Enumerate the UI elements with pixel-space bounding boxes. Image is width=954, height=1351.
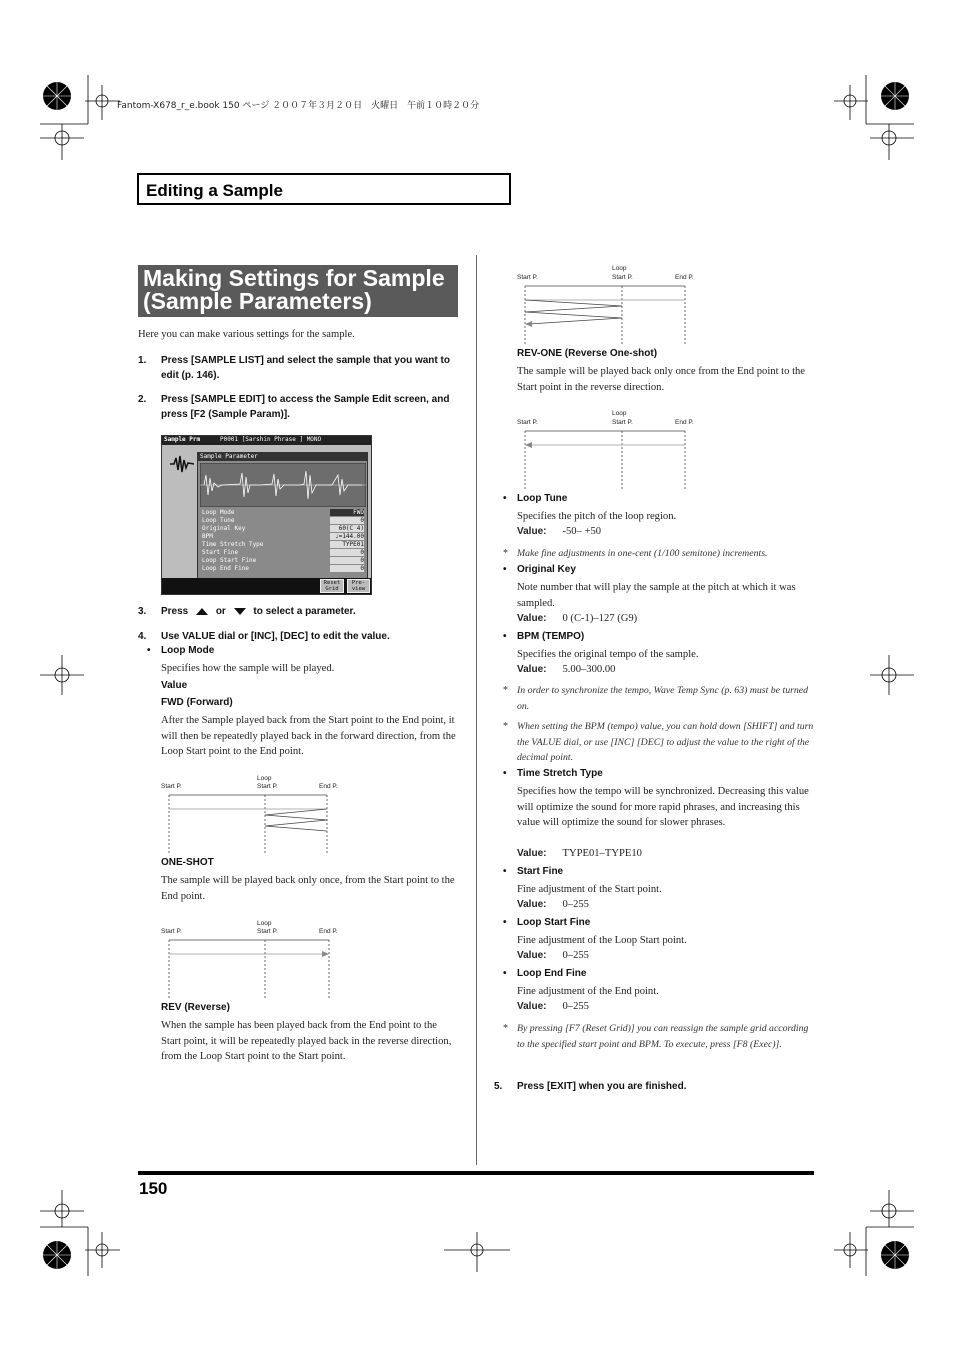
loop-mode-desc: Specifies how the sample will be played. — [161, 663, 335, 674]
bpm-desc: Specifies the original tempo of the sample. — [517, 649, 699, 660]
time-stretch-heading: • Time Stretch Type — [517, 768, 603, 779]
fwd-title: FWD (Forward) — [161, 697, 233, 708]
param-window — [197, 452, 368, 593]
oneshot-desc: The sample will be played back only once, from the Start point to the End point. — [161, 875, 455, 902]
loop-end-fine-value — [517, 1001, 589, 1012]
reset-grid-note — [503, 1021, 814, 1052]
step-2 — [138, 392, 457, 422]
bpm-value-text: 5.00–300.00 — [562, 664, 616, 675]
start-fine-desc: Fine adjustment of the Start point. — [517, 884, 662, 895]
page-title-line2: (Sample Parameters) — [143, 288, 372, 314]
step-5-text: Press [EXIT] when you are finished. — [517, 1081, 687, 1092]
section-header — [137, 173, 511, 205]
footer-rule — [138, 1171, 814, 1175]
reset-grid-note-text: By pressing [F7 (Reset Grid)] you can reassign the sample grid according to the specified start point and BPM. To execute, press [F8 (Exec)]. — [517, 1023, 809, 1050]
original-key-desc: Note number that will play the sample at the pitch at which it was sampled. — [517, 582, 796, 609]
rev-desc: When the sample has been played back from the End point to the Start point, it will be repeatedly played back in the reverse direction, from the Loop Start point to the Start point. — [161, 1020, 452, 1063]
step-2-text: Press [SAMPLE EDIT] to access the Sample Edit screen, and press [F2 (Sample Param)]. — [161, 394, 450, 420]
step-1 — [138, 353, 457, 383]
revone-graph — [517, 429, 717, 491]
fwd-desc: After the Sample played back from the Start point to the End point, it will then be repeatedly played back in the forward direction, from the Loop Start point to the End point. — [161, 715, 456, 758]
oneshot-loop-start-label: Start P. — [257, 928, 278, 935]
loop-start-fine-value — [517, 950, 589, 961]
param-label-loop-end-fine: Loop End Fine — [202, 565, 249, 572]
bpm-value-label: Value: — [517, 664, 547, 675]
revone-loop-start-label: Start P. — [612, 419, 633, 426]
loop-tune-desc: Specifies the pitch of the loop region. — [517, 511, 677, 522]
fwd-diagram — [161, 775, 361, 857]
step-3 — [138, 604, 457, 619]
bpm-heading: • BPM (TEMPO) — [517, 631, 584, 642]
param-window-title-bar — [198, 453, 367, 461]
rev-loop-graph — [517, 284, 717, 348]
preview-button[interactable] — [347, 579, 370, 593]
param-value-original-key[interactable]: 60(C 4) — [330, 525, 364, 532]
revone-title: REV-ONE (Reverse One-shot) — [517, 348, 658, 359]
rev-loop-label: Loop — [612, 265, 627, 272]
param-label-loop-mode: Loop Mode — [202, 509, 235, 516]
loop-tune-value-label: Value: — [517, 526, 547, 537]
loop-tune-value-text: -50– +50 — [562, 526, 602, 537]
page-title-line1: Making Settings for Sample — [143, 265, 445, 291]
time-stretch-value — [517, 848, 642, 859]
param-window-title: Sample Parameter — [200, 453, 258, 460]
revone-diagram — [517, 409, 717, 491]
page-title — [138, 265, 458, 317]
step-4-text: Use VALUE dial or [INC], [DEC] to edit the value. — [161, 631, 390, 642]
param-label-bpm: BPM — [202, 533, 213, 540]
bpm-note-2-text: When setting the BPM (tempo) value, you can hold down [SHIFT] and turn the VALUE dial, or use [INC] [DEC] to adjust the value to the right of the decimal point. — [517, 721, 814, 764]
oneshot-diagram — [161, 920, 361, 1002]
rev-start-label: Start P. — [517, 274, 538, 281]
reset-grid-label-1: Reset — [323, 580, 341, 586]
waveform-icon — [170, 454, 194, 474]
column-divider — [476, 255, 477, 1165]
original-key-heading: • Original Key — [517, 564, 576, 575]
page-number: 150 — [139, 1179, 168, 1198]
loop-end-fine-value-text: 0–255 — [562, 1001, 589, 1012]
param-label-start-fine: Start Fine — [202, 549, 239, 556]
fwd-loop-start-label: Start P. — [257, 783, 278, 790]
step-3-or: or — [215, 606, 226, 617]
loop-end-fine-desc: Fine adjustment of the End point. — [517, 986, 659, 997]
start-fine-value-label: Value: — [517, 899, 547, 910]
bpm-note-1 — [503, 683, 814, 714]
param-label-original-key: Original Key — [202, 525, 246, 532]
reset-grid-label-2: Grid — [325, 586, 339, 592]
oneshot-title: ONE-SHOT — [161, 857, 214, 868]
rev-end-label: End P. — [675, 274, 694, 281]
oneshot-start-label: Start P. — [161, 928, 182, 935]
time-stretch-desc: Specifies how the tempo will be synchronized. Decreasing this value will optimize the sound for more rapid phrases, and increasing this value will optimize the sound for slower phrases. — [517, 786, 809, 829]
step-3-press: Press — [161, 606, 189, 617]
loop-mode-heading: • Loop Mode — [161, 645, 214, 656]
preview-label-1: Pre- — [351, 580, 366, 586]
oneshot-loop-label: Loop — [257, 920, 272, 927]
oneshot-graph — [161, 938, 361, 1002]
step-5-number: 5. — [494, 1081, 503, 1092]
screen-title-bar — [162, 436, 371, 445]
screen-title: Sample Prm — [164, 436, 201, 443]
loop-tune-value — [517, 526, 601, 537]
param-label-time-stretch: Time Stretch Type — [202, 541, 264, 548]
revone-desc: The sample will be played back only once from the End point to the Start point in the reverse direction. — [517, 366, 806, 393]
original-key-value-text: 0 (C-1)–127 (G9) — [562, 613, 638, 624]
step-1-number: 1. — [138, 355, 147, 366]
param-value-loop-mode[interactable]: FWD — [330, 509, 364, 516]
param-label-loop-tune: Loop Tune — [202, 517, 235, 524]
cursor-down-icon — [233, 606, 247, 616]
oneshot-end-label: End P. — [319, 928, 338, 935]
rev-loop-start-label: Start P. — [612, 274, 633, 281]
param-value-bpm[interactable]: ♩=144.00 — [330, 533, 364, 540]
param-value-loop-start-fine[interactable]: 0 — [330, 557, 364, 564]
loop-start-fine-value-text: 0–255 — [562, 950, 589, 961]
param-value-start-fine[interactable]: 0 — [330, 549, 364, 556]
fwd-end-label: End P. — [319, 783, 338, 790]
step-4-number: 4. — [138, 631, 147, 642]
bpm-value — [517, 664, 615, 675]
loop-tune-heading: • Loop Tune — [517, 493, 567, 504]
section-header-label: Editing a Sample — [146, 181, 283, 200]
rev-diagram — [517, 265, 717, 347]
loop-tune-note — [503, 546, 814, 562]
start-fine-heading: • Start Fine — [517, 866, 563, 877]
original-key-value — [517, 613, 637, 624]
step-4 — [138, 629, 457, 644]
waveform-display — [200, 463, 366, 507]
loop-tune-note-mark: * — [503, 548, 508, 559]
step-3-rest: to select a parameter. — [253, 606, 356, 617]
preview-label-2: view — [351, 586, 366, 592]
loop-start-fine-desc: Fine adjustment of the Loop Start point. — [517, 935, 687, 946]
param-value-loop-tune[interactable]: 0 — [330, 517, 364, 524]
start-fine-value-text: 0–255 — [562, 899, 589, 910]
print-header: Fantom-X678_r_e.book 150 ページ ２００７年３月２０日 火曜日 午前１０時２０分 — [117, 101, 480, 111]
fwd-loop-graph — [161, 793, 361, 857]
loop-end-fine-value-label: Value: — [517, 1001, 547, 1012]
screen-header-info: P0001 [Sarshin Phrase ] MONO — [220, 436, 322, 443]
bpm-note-2-mark: * — [503, 721, 508, 732]
original-key-value-label: Value: — [517, 613, 547, 624]
bpm-note-1-mark: * — [503, 685, 508, 696]
step-1-text: Press [SAMPLE LIST] and select the sample that you want to edit (p. 146). — [161, 355, 450, 381]
loop-tune-note-text: Make fine adjustments in one-cent (1/100 semitone) increments. — [517, 548, 768, 559]
intro-text: Here you can make various settings for the sample. — [138, 329, 355, 340]
function-bar — [162, 578, 371, 594]
step-5 — [494, 1079, 814, 1094]
step-2-number: 2. — [138, 394, 147, 405]
reset-grid-note-mark: * — [503, 1023, 508, 1034]
loop-end-fine-heading: • Loop End Fine — [517, 968, 586, 979]
loop-start-fine-value-label: Value: — [517, 950, 547, 961]
fwd-start-label: Start P. — [161, 783, 182, 790]
loop-start-fine-heading: • Loop Start Fine — [517, 917, 590, 928]
bpm-note-1-text: In order to synchronize the tempo, Wave Temp Sync (p. 63) must be turned on. — [517, 685, 809, 712]
reset-grid-button[interactable] — [320, 579, 344, 593]
bpm-note-2 — [503, 719, 814, 766]
revone-start-label: Start P. — [517, 419, 538, 426]
sample-param-screen — [161, 435, 372, 595]
param-label-loop-start-fine: Loop Start Fine — [202, 557, 257, 564]
fwd-loop-label: Loop — [257, 775, 272, 782]
cursor-up-icon — [195, 606, 209, 616]
revone-end-label: End P. — [675, 419, 694, 426]
param-value-time-stretch[interactable]: TYPE01 — [330, 541, 364, 548]
rev-title: REV (Reverse) — [161, 1002, 230, 1013]
loop-mode-value-label: Value — [161, 680, 188, 691]
param-value-loop-end-fine[interactable]: 0 — [330, 565, 364, 572]
time-stretch-value-label: Value: — [517, 848, 547, 859]
step-3-number: 3. — [138, 606, 147, 617]
time-stretch-value-text: TYPE01–TYPE10 — [562, 848, 642, 859]
start-fine-value — [517, 899, 589, 910]
revone-loop-label: Loop — [612, 410, 627, 417]
